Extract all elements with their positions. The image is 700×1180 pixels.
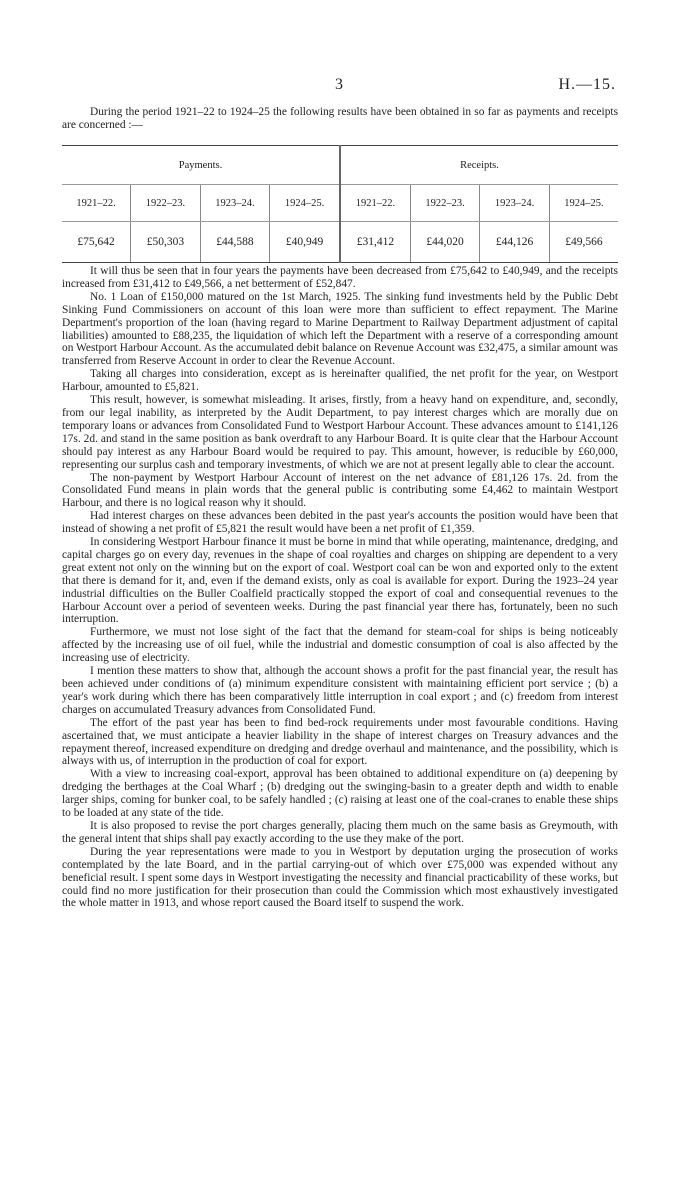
paragraph: During the year representations were made to you in Westport by deputation urging the prosecution of works contemplated by the late Board, and in the partial carrying-out of which over £75,000 was expended without any beneficial result. I spent some days in Westport investigating the necessity and financial practicability of these works, but could find no more justification for their prosecution than could the Commission which most exhaustively investigated the whole matter in 1913, and whose report caused the Board itself to suspend the work. — [62, 845, 618, 910]
year-cell: 1924–25. — [270, 185, 340, 222]
intro-paragraph: During the period 1921–22 to 1924–25 the following results have been obtained in so far as payments and receipts are concerned :— — [62, 106, 618, 131]
paragraph: Had interest charges on these advances been debited in the past year's accounts the position would have been that instead of showing a net profit of £5,821 the result would have been a net profit of £1,359. — [62, 510, 618, 536]
year-cell: 1923–24. — [480, 185, 550, 222]
receipts-header: Receipts. — [340, 146, 618, 185]
page-number: 3 — [335, 76, 343, 93]
year-cell: 1922–23. — [410, 185, 480, 222]
paragraph: No. 1 Loan of £150,000 matured on the 1st March, 1925. The sinking fund investments held by the Public Debt Sinking Fund Commissioners on account of this loan were more than sufficient to effect repayment. The Marine Department's proportion of the loan (having regard to Marine Department to Railway Department adjustment of capital liabilities) amounted to £88,235, the liquidation of which left the Department with a reserve of a corresponding amount on Westport Harbour Account. As the accumulated debit balance on Revenue Account was £32,475, a similar amount was transferred from Reserve Account in order to clear the Revenue Account. — [62, 290, 618, 368]
amount-cell: £50,303 — [131, 222, 201, 263]
paragraph: It will thus be seen that in four years the payments have been decreased from £75,642 to £40,949, and the receipts increased from £31,412 to £49,566, a net betterment of £52,847. — [62, 265, 618, 290]
paragraph: The non-payment by Westport Harbour Account of interest on the net advance of £81,126 17s. 2d. from the Consolidated Fund means in plain words that the general public is contributing some £4,462 to maintain Westport Harbour, and there is no logical reason why it should. — [62, 471, 618, 510]
amount-cell: £44,588 — [200, 222, 270, 263]
body-text — [62, 265, 618, 910]
paragraph: The effort of the past year has been to find bed-rock requirements under most favourable conditions. Having ascertained that, we must anticipate a heavier liability in the shape of interest charges on Treasury advances and the repayment thereof, increased expenditure on dredging and dredge overhaul and maintenance, and the possibility, which is always with us, of interruption in the production of coal for export. — [62, 716, 618, 768]
paragraph: With a view to increasing coal-export, approval has been obtained to additional expenditure on (a) deepening by dredging the berthages at the Coal Wharf ; (b) dredging out the swinging-basin to a greater depth and width to enable larger ships, coming for bunker coal, to be safely handled ; (c) raising at least one of the coal-cranes to enable these ships to be loaded at any state of the tide. — [62, 768, 618, 820]
document-reference: H.—15. — [558, 76, 616, 93]
amount-cell: £49,566 — [549, 222, 618, 263]
paragraph: Taking all charges into consideration, except as is hereinafter qualified, the net profit for the year, on Westport Harbour, amounted to £5,821. — [62, 368, 618, 394]
payments-receipts-table — [62, 145, 618, 263]
paragraph: I mention these matters to show that, although the account shows a profit for the past financial year, the result has been achieved under conditions of (a) minimum expenditure consistent with maintaining efficient port service ; (b) a year's work during which there has been comparatively little interruption in coal export ; and (c) freedom from interest charges on accumulated Treasury advances from Consolidated Fund. — [62, 665, 618, 716]
amount-cell: £40,949 — [270, 222, 340, 263]
paragraph: It is also proposed to revise the port charges generally, placing them much on the same basis as Greymouth, with the general intent that ships shall pay exactly according to the use they make of the port. — [62, 819, 618, 845]
amount-cell: £44,126 — [480, 222, 550, 263]
paragraph: Furthermore, we must not lose sight of the fact that the demand for steam-coal for ships is being noticeably affected by the increasing use of oil fuel, while the industrial and domestic consumption of coal is also affected by the increasing use of electricity. — [62, 626, 618, 665]
year-cell: 1921–22. — [62, 185, 131, 222]
paragraph: This result, however, is somewhat misleading. It arises, firstly, from a heavy hand on expenditure, and, secondly, from our legal inability, as interpreted by the Audit Department, to pay interest charges which are morally due on temporary loans or advances from Consolidated Fund to Westport Harbour Account. These advances amount to £141,126 17s. 2d. and stand in the same position as bank overdraft to any Harbour Board. It is quite clear that the Harbour Account should pay interest as any Harbour Board would be required to pay. This amount, however, is reducible by £60,000, representing our surplus cash and temporary investments, of which we are not at present legally able to clear the account. — [62, 394, 618, 471]
amount-cell: £31,412 — [340, 222, 410, 263]
year-cell: 1922–23. — [131, 185, 201, 222]
amount-cell: £44,020 — [410, 222, 480, 263]
year-cell: 1921–22. — [340, 185, 410, 222]
payments-header: Payments. — [62, 146, 340, 185]
amount-cell: £75,642 — [62, 222, 131, 263]
paragraph: In considering Westport Harbour finance it must be borne in mind that while operating, maintenance, dredging, and capital charges go on every day, revenues in the shape of coal royalties and charges on shipping are dependent to a very great extent not only on the winning but on the export of coal. Westport coal can be won and exported only to the extent that there is demand for it, and, even if the demand exists, only as coal is available for export. During the 1923–24 year industrial difficulties on the Buller Coalfield practically stopped the export of coal and consequential revenues to the Harbour Account over a period of seventeen weeks. During the past financial year there has, fortunately, been no such interruption. — [62, 536, 618, 626]
year-cell: 1923–24. — [200, 185, 270, 222]
year-cell: 1924–25. — [549, 185, 618, 222]
